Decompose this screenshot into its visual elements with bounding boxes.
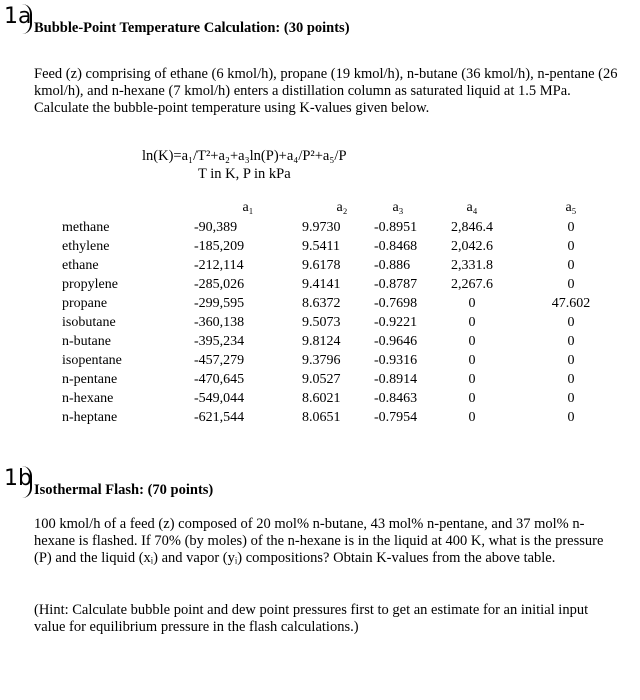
coefficient-cell: 0	[468, 372, 476, 387]
coefficient-cell: 9.5073	[302, 315, 341, 330]
part-a-title: Bubble-Point Temperature Calculation: (30 points)	[34, 20, 350, 36]
coefficient-cell: 9.9730	[302, 220, 341, 235]
coefficient-cell: 9.0527	[302, 372, 341, 387]
table-row	[62, 313, 606, 332]
part-b-title: Isothermal Flash: (70 points)	[34, 482, 214, 498]
coefficient-cell: -0.9221	[374, 315, 418, 330]
component-name-cell: isopentane	[62, 353, 122, 368]
coefficient-cell: 9.8124	[302, 334, 341, 349]
coefficient-cell: 8.6021	[302, 391, 341, 406]
table-header-cell	[62, 196, 194, 218]
coefficient-cell: -0.886	[374, 258, 411, 273]
component-name-cell: n-hexane	[62, 391, 114, 406]
handwritten-bracket	[22, 466, 32, 498]
coefficient-cell: -0.7954	[374, 410, 418, 425]
coefficient-cell: -0.8787	[374, 277, 418, 292]
coefficient-cell: 2,267.6	[451, 277, 493, 292]
table-header-row	[62, 196, 606, 218]
handwritten-marker-1b: 1b	[4, 466, 32, 491]
coefficient-cell: -395,234	[194, 334, 245, 349]
table-header-cell: a₅	[565, 199, 577, 215]
coefficient-cell: 0	[567, 239, 575, 254]
component-name-cell: propane	[62, 296, 108, 311]
coefficient-cell: 0	[567, 258, 575, 273]
table-row	[62, 237, 606, 256]
coefficient-cell: -0.9646	[374, 334, 418, 349]
table-row	[62, 370, 606, 389]
coefficient-cell: 0	[567, 220, 575, 235]
coefficient-cell: 0	[468, 315, 476, 330]
coefficient-cell: 47.602	[551, 296, 591, 311]
table-row	[62, 332, 606, 351]
table-header-cell: a₄	[466, 199, 478, 215]
coefficient-cell: 2,042.6	[451, 239, 493, 254]
handwritten-marker-1a: 1a	[4, 4, 32, 29]
component-name-cell: ethane	[62, 258, 99, 273]
component-name-cell: n-butane	[62, 334, 111, 349]
coefficient-cell: -0.8463	[374, 391, 418, 406]
coefficient-cell: -285,026	[194, 277, 245, 292]
coefficient-cell: 0	[468, 391, 476, 406]
coefficient-cell: -0.8914	[374, 372, 418, 387]
table-row	[62, 351, 606, 370]
handwritten-bracket	[22, 4, 32, 34]
coefficient-cell: 0	[567, 410, 575, 425]
k-value-equation: ln(K)=a₁/T²+a₂+a₃ln(P)+a₄/P²+a₅/P	[142, 148, 347, 164]
coefficient-cell: -470,645	[194, 372, 245, 387]
coefficient-cell: 8.6372	[302, 296, 341, 311]
table-row	[62, 256, 606, 275]
part-a-problem-text: Feed (z) comprising of ethane (6 kmol/h), propane (19 kmol/h), n-butane (36 kmol/h), n-pentane (26 kmol/h), and n-hexane (7 kmol/h) enters a distillation column as saturated liquid at 1.5 MPa. Calculate the bubble-point temperature using K-values given below.	[34, 66, 618, 116]
component-name-cell: propylene	[62, 277, 118, 292]
part-b-problem-text: 100 kmol/h of a feed (z) composed of 20 mol% n-butane, 43 mol% n-pentane, and 37 mol% n-hexane is flashed. If 70% (by moles) of the n-hexane is in the liquid at 400 K, what is the pressure (P) and the liquid (xᵢ) and vapor (yᵢ) compositions? Obtain K-values from the above table.	[34, 516, 604, 566]
coefficient-cell: -621,544	[194, 410, 245, 425]
table-row	[62, 389, 606, 408]
coefficient-cell: 0	[468, 296, 476, 311]
table-body	[62, 218, 606, 427]
coefficient-cell: 0	[567, 277, 575, 292]
coefficient-cell: 2,846.4	[451, 220, 493, 235]
coefficient-cell: -90,389	[194, 220, 238, 235]
coefficient-cell: 9.5411	[302, 239, 340, 254]
coefficient-cell: 9.4141	[302, 277, 341, 292]
coefficient-cell: -212,114	[194, 258, 244, 273]
coefficient-cell: -0.9316	[374, 353, 418, 368]
coefficient-cell: 0	[567, 372, 575, 387]
coefficient-cell: 0	[567, 315, 575, 330]
coefficient-cell: -0.8951	[374, 220, 418, 235]
coefficient-cell: 0	[468, 410, 476, 425]
table-row	[62, 294, 606, 313]
coefficient-cell: -549,044	[194, 391, 245, 406]
table-header-cell: a₃	[392, 199, 404, 215]
coefficient-cell: -457,279	[194, 353, 245, 368]
coefficient-cell: -0.7698	[374, 296, 418, 311]
table-row	[62, 408, 606, 427]
coefficient-cell: -299,595	[194, 296, 245, 311]
equation-units: T in K, P in kPa	[198, 166, 291, 182]
coefficient-cell: -185,209	[194, 239, 245, 254]
component-name-cell: isobutane	[62, 315, 116, 330]
coefficient-cell: 8.0651	[302, 410, 341, 425]
table-header-cell: a₂	[336, 199, 348, 215]
table-header-cell: a₁	[242, 199, 254, 215]
coefficient-cell: 2,331.8	[451, 258, 493, 273]
component-name-cell: n-heptane	[62, 410, 118, 425]
part-b-hint-text: (Hint: Calculate bubble point and dew point pressures first to get an estimate for an initial input value for equilibrium pressure in the flash calculations.)	[34, 602, 589, 635]
coefficient-cell: 0	[468, 353, 476, 368]
coefficient-cell: 0	[567, 353, 575, 368]
coefficient-cell: -0.8468	[374, 239, 418, 254]
component-name-cell: n-pentane	[62, 372, 118, 387]
table-row	[62, 275, 606, 294]
table-row	[62, 218, 606, 237]
k-value-coefficient-table	[62, 196, 606, 427]
component-name-cell: methane	[62, 220, 110, 235]
coefficient-cell: 9.3796	[302, 353, 341, 368]
coefficient-cell: -360,138	[194, 315, 245, 330]
coefficient-cell: 0	[468, 334, 476, 349]
coefficient-cell: 0	[567, 334, 575, 349]
coefficient-cell: 9.6178	[302, 258, 341, 273]
coefficient-cell: 0	[567, 391, 575, 406]
component-name-cell: ethylene	[62, 239, 110, 254]
